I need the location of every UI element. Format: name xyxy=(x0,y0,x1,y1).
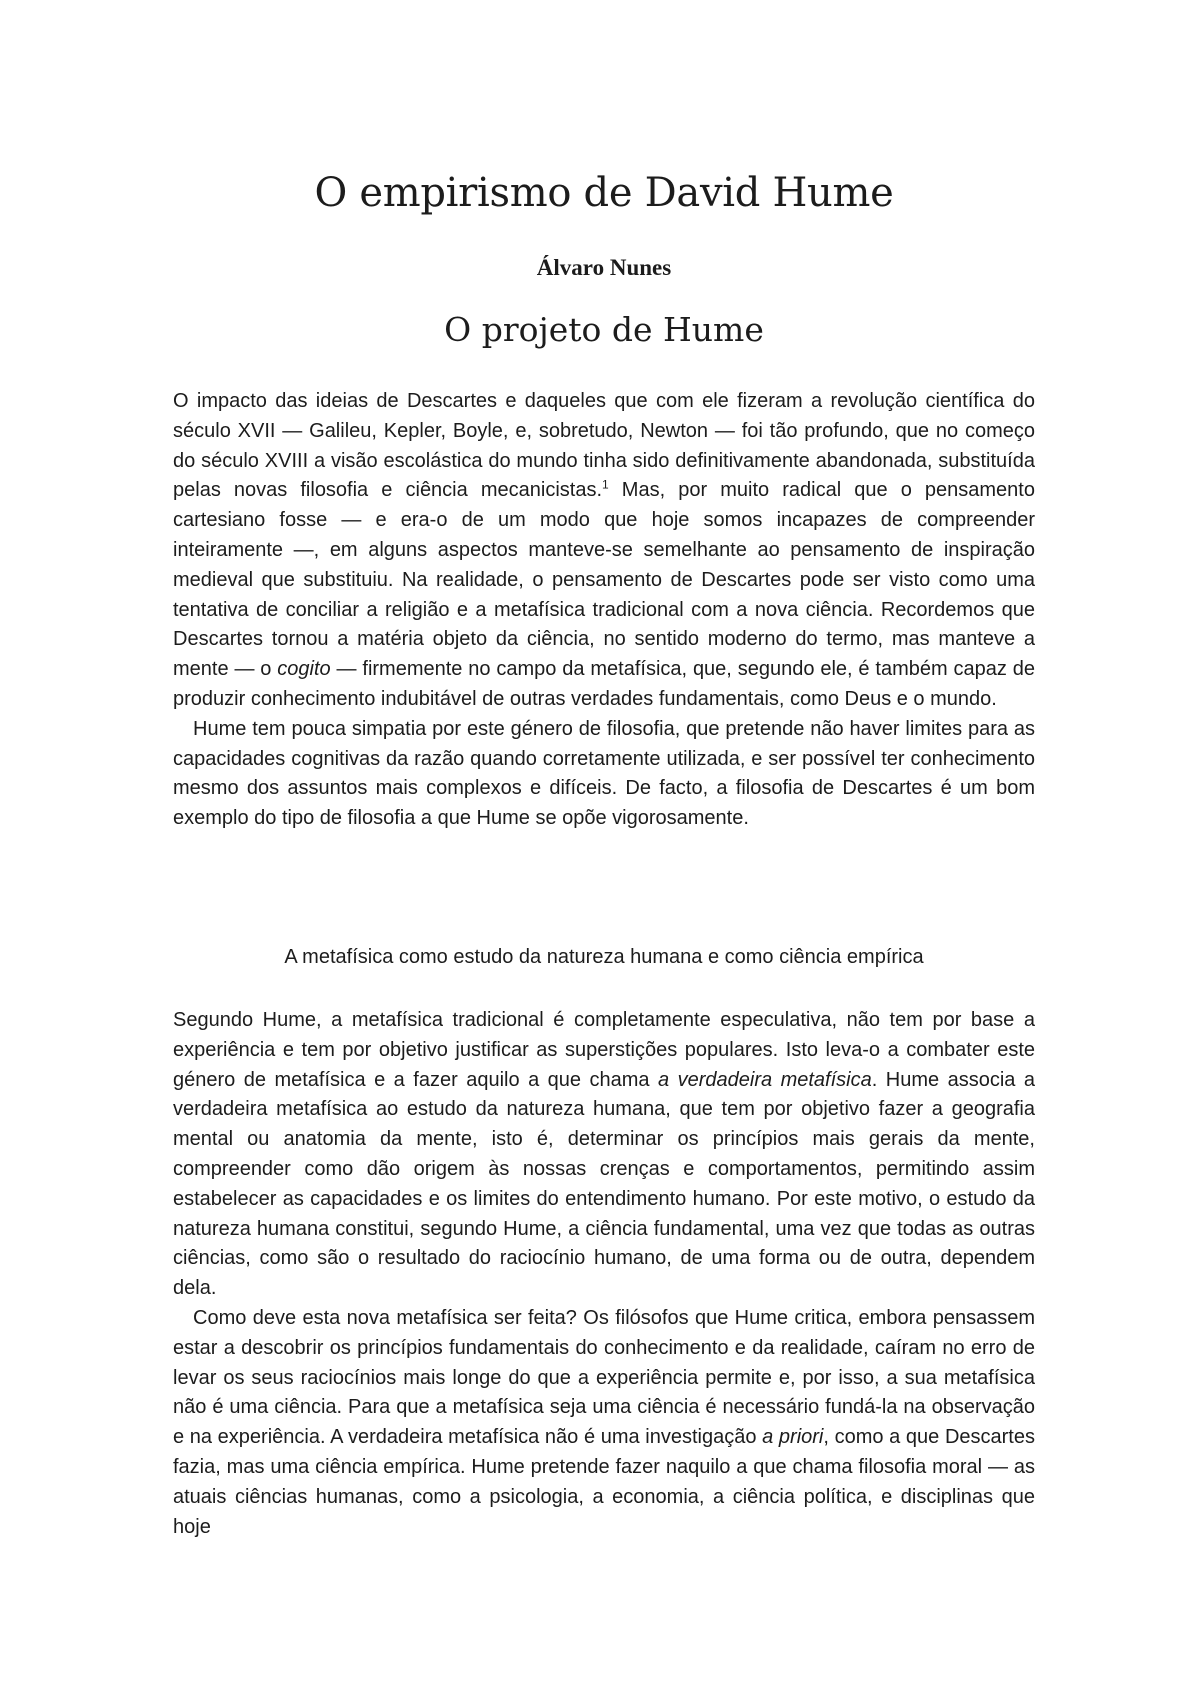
body-section-2 xyxy=(173,1006,1035,1542)
paragraph-3 xyxy=(173,1006,1035,1304)
italic-term: a priori xyxy=(762,1426,824,1449)
paragraph-text: . Hume associa a verdadeira metafísica ao estudo da natureza humana, que tem por objetivo fazer a geografia mental ou anatomia da mente, isto é, determinar os princípios mais gerais da mente, compreender como dão origem às nossas crenças e comportamentos, permitindo assim estabelecer as capacidades e os limites do entendimento humano. Por este motivo, o estudo da natureza humana constitui, segundo Hume, a ciência fundamental, uma vez que todas as outras ciências, como são o resultado do raciocínio humano, de uma forma ou de outra, dependem dela. xyxy=(173,1068,1035,1300)
paragraph-4 xyxy=(173,1304,1035,1542)
paragraph-text: O impacto das ideias de Descartes e daqueles que com ele fizeram a revolução científica do século XVII — Galileu, Kepler, Boyle, e, sobretudo, Newton — foi tão profundo, que no começo do século XVIII a visão escolástica do mundo tinha sido definitivamente abandonada, substituída pelas novas filosofia e ciência mecanicistas. xyxy=(173,390,1035,502)
italic-term: a verdadeira metafísica xyxy=(658,1068,872,1091)
paragraph-text: Mas, por muito radical que o pensamento cartesiano fosse — e era-o de um modo que hoje somos incapazes de compreender inteiramente —, em alguns aspectos manteve-se semelhante ao pensamento de inspiração medieval que substituiu. Na realidade, o pensamento de Descartes pode ser visto como uma tentativa de conciliar a religião e a metafísica tradicional com a nova ciência. Recordemos que Descartes tornou a matéria objeto da ciência, no sentido moderno do termo, mas manteve a mente — o xyxy=(173,479,1035,681)
paragraph-text: , como a que Descartes fazia, mas uma ciência empírica. Hume pretende fazer naquilo a que chama filosofia moral — as atuais ciências humanas, como a psicologia, a economia, a ciência política, e disciplinas que hoje xyxy=(173,1426,1035,1538)
paragraph-text: — firmemente no campo da metafísica, que, segundo ele, é também capaz de produzir conhecimento indubitável de outras verdades fundamentais, como Deus e o mundo. xyxy=(173,658,1035,710)
section-heading: O projeto de Hume xyxy=(444,310,764,349)
paragraph-text: Como deve esta nova metafísica ser feita? Os filósofos que Hume critica, embora pensassem estar a descobrir os princípios fundamentais do conhecimento e da realidade, caíram no erro de levar os seus raciocínios mais longe do que a experiência permite e, por isso, a sua metafísica não é uma ciência. Para que a metafísica seja uma ciência é necessário fundá-la na observação e na experiência. A verdadeira metafísica não é uma investigação xyxy=(173,1306,1035,1449)
document-title: O empirismo de David Hume xyxy=(314,170,894,216)
footnote-reference[interactable]: 1 xyxy=(602,477,609,492)
subsection-heading: A metafísica como estudo da natureza humana e como ciência empírica xyxy=(284,946,924,968)
italic-term: cogito xyxy=(277,658,331,681)
paragraph-text: Segundo Hume, a metafísica tradicional é completamente especulativa, não tem por base a experiência e tem por objetivo justificar as superstições populares. Isto leva-o a combater este género de metafísica e a fazer aquilo a que chama xyxy=(173,1009,1035,1091)
paragraph-2: Hume tem pouca simpatia por este género de filosofia, que pretende não haver limites para as capacidades cognitivas da razão quando corretamente utilizada, e ser possível ter conhecimento mesmo dos assuntos mais complexos e difíceis. De facto, a filosofia de Descartes é um bom exemplo do tipo de filosofia a que Hume se opõe vigorosamente. xyxy=(173,717,1035,830)
document-author: Álvaro Nunes xyxy=(536,255,672,280)
body-section-1 xyxy=(173,387,1035,834)
paragraph-1 xyxy=(173,387,1035,715)
